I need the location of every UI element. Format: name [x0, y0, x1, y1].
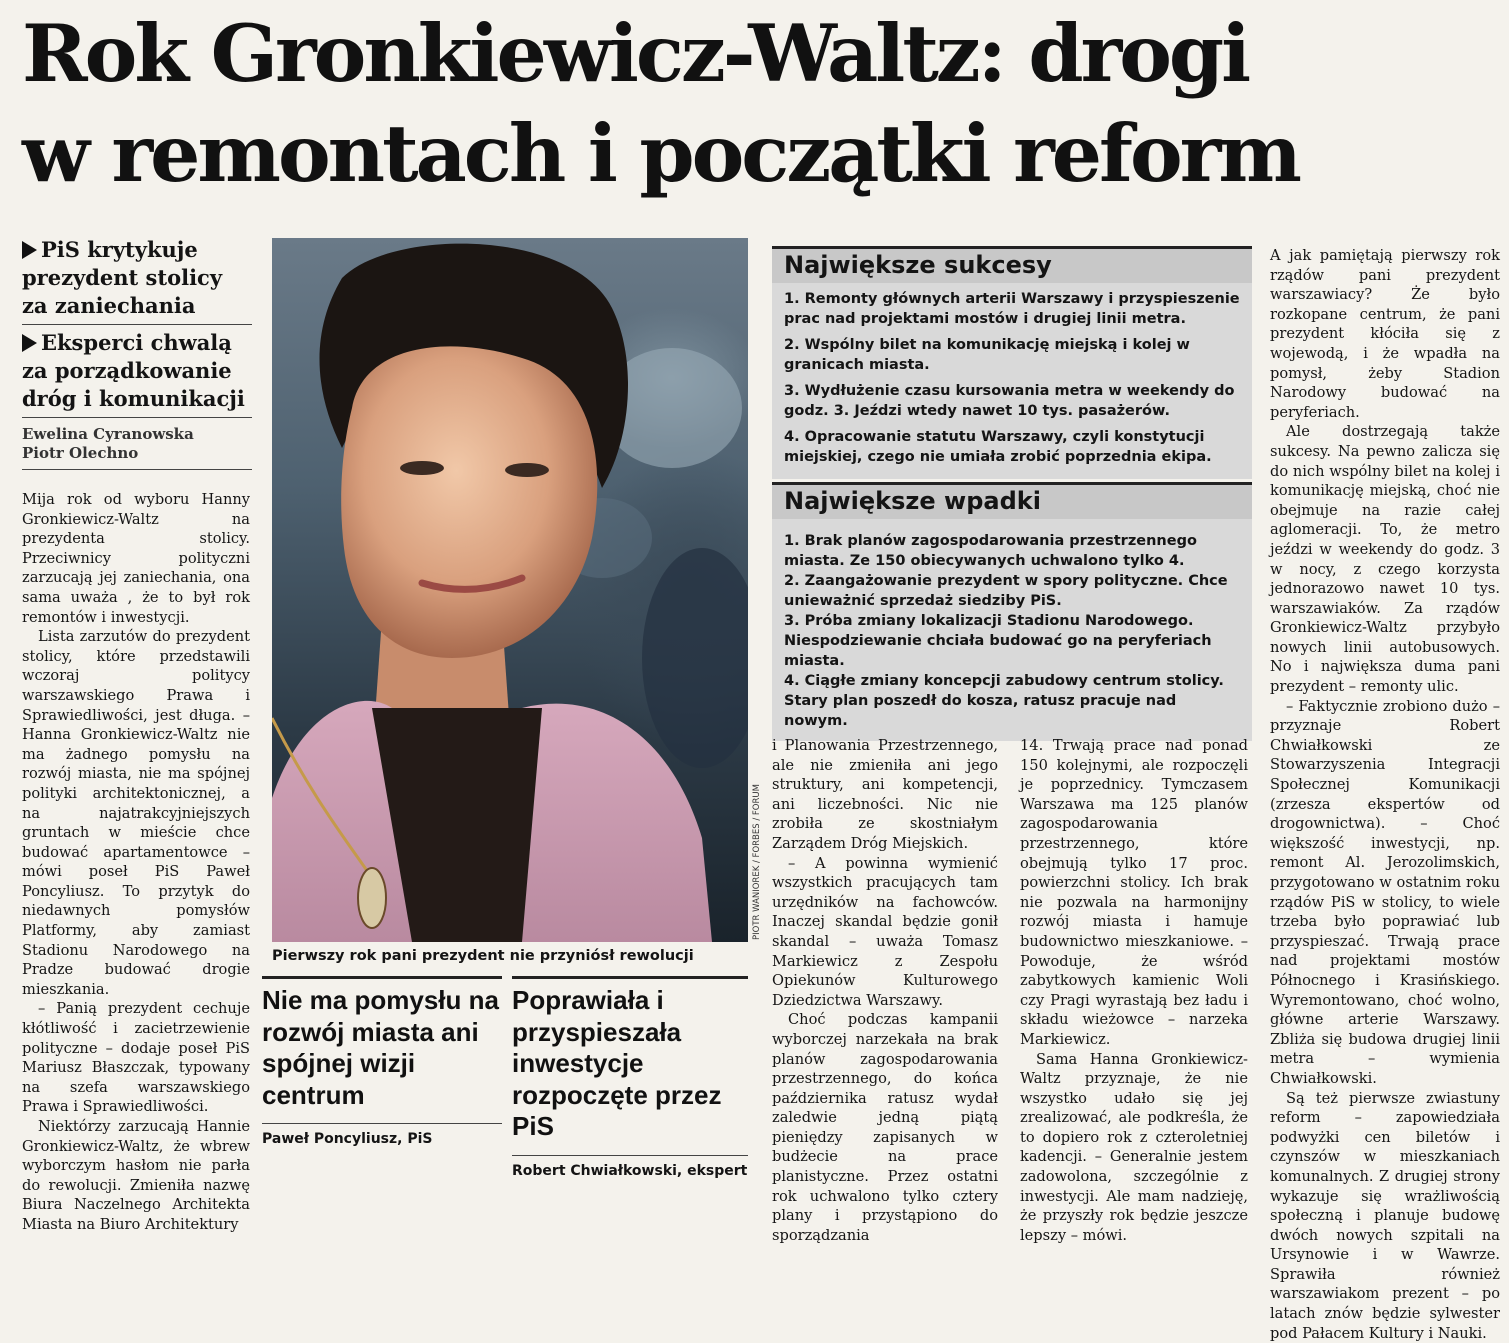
photo-caption: Pierwszy rok pani prezydent nie przyniósł rewolucji	[272, 948, 694, 964]
lead-item	[22, 329, 252, 418]
list-item: 2. Wspólny bilet na komunikację miejską i kolej w granicach miasta.	[784, 337, 1190, 373]
paragraph: Ale dostrzegają także sukcesy. Na pewno zalicza się do nich wspólny bilet na kolej i komunikację miejską, choć nie obejmuje na razie całej aglomeracji. To, że metro jeździ w weekendy do godz. 3 w nocy, z czego korzysta jednorazowo nawet 10 tys. warszawiaków. Za rządów Gronkiewicz-Waltz przybyło nowych linii autobusowych. No i największa duma pani prezydent – remonty ulic.	[1270, 423, 1500, 696]
article-column-3	[772, 736, 998, 1245]
list-item: 3. Wydłużenie czasu kursowania metra w weekendy do godz. 3. Jeździ wtedy nawet 10 tys. pasażerów.	[784, 383, 1235, 419]
lead-item	[22, 236, 252, 325]
list-item: 1. Remonty głównych arterii Warszawy i przyspieszenie prac nad projektami mostów i drugiej linii metra.	[784, 291, 1240, 327]
pull-quote-author: Robert Chwiałkowski, ekspert	[512, 1155, 748, 1180]
successes-list	[772, 283, 1252, 479]
paragraph: i Planowania Przestrzennego, ale nie zmieniła ani jego struktury, ani kompetencji, ani liczebności. Nic nie zrobiła ze skostniałym Zarządem Dróg Miejskich.	[772, 737, 998, 852]
pull-quote-1	[262, 976, 502, 1148]
headline-line-2: w remontach i początki reform	[22, 107, 1299, 200]
successes-title: Największe sukcesy	[772, 246, 1252, 283]
list-item: 3. Próba zmiany lokalizacji Stadionu Narodowego. Niespodziewanie chciała budować go na peryferiach miasta.	[784, 613, 1212, 669]
pull-quote-author: Paweł Poncyliusz, PiS	[262, 1123, 502, 1148]
headline-line-1: Rok Gronkiewicz-Waltz: drogi	[22, 7, 1249, 100]
triangle-bullet-icon	[22, 334, 37, 352]
article-column-5	[1270, 246, 1500, 1343]
paragraph: A jak pamiętają pierwszy rok rządów pani prezydent warszawiacy? Że było rozkopane centrum, że pani prezydent kłóciła się z wojewodą, i że wpadła na pomysł, żeby Stadion Narodowy budować na peryferiach.	[1270, 247, 1500, 421]
paragraph: Są też pierwsze zwiastuny reform – zapowiedziała podwyżki cen biletów i czynszów w mieszkaniach komunalnych. Z drugiej strony wykazuje się wrażliwością społeczną i planuje budowę dwóch nowych szpitali na Ursynowie i w Wawrze. Sprawiła również warszawiakom prezent – po latach znów będzie sylwester pod Pałacem Kultury i Nauki.	[1270, 1089, 1500, 1342]
paragraph: – Panią prezydent cechuje kłótliwość i zacietrzewienie polityczne – dodaje poseł PiS Mariusz Błaszczak, typowany na szefa warszawskiego Prawa i Sprawiedliwości.	[22, 1000, 250, 1116]
failures-box	[772, 482, 1252, 741]
paragraph: – Faktycznie zrobiono dużo – przyznaje Robert Chwiałkowski ze Stowarzyszenia Integracji Społecznej Komunikacji (zrzesza ekspertów od drogownictwa). – Choć większość inwestycji, np. remont Al. Jerozolimskich, przygotowano w ostatnim roku rządów PiS w stolicy, to wiele trzeba było poprawiać lub przyspieszać. Trwają prace nad projektami mostów Północnego i Krasińskiego. Wyremontowano, choć wolno, główne arterie Warszawy. Zbliża się budowa drugiej linii metra – wymienia Chwiałkowski.	[1270, 697, 1500, 1087]
pull-quote-text: Nie ma pomysłu na rozwój miasta ani spójnej wizji centrum	[262, 985, 499, 1110]
failures-list	[772, 519, 1252, 741]
lead-text: PiS krytykuje prezydent stolicy za zaniechania	[22, 237, 223, 318]
headline	[22, 4, 1492, 204]
lead-section	[22, 236, 252, 470]
portrait-photo	[272, 238, 748, 942]
list-item: 4. Opracowanie statutu Warszawy, czyli konstytucji miejskiej, czego nie umiała zrobić poprzednia ekipa.	[784, 429, 1212, 465]
paragraph: – A powinna wymienić wszystkich pracujących tam urzędników na fachowców. Inaczej skandal będzie gonił skandal – uważa Tomasz Markiewicz z Zespołu Opiekunów Kulturowego Dziedzictwa Warszawy.	[772, 854, 998, 1009]
photo-credit: PIOTR WANIOREK / FORBES / FORUM	[752, 784, 762, 940]
lead-text: Eksperci chwalą za porządkowanie dróg i komunikacji	[22, 330, 245, 411]
paragraph: Mija rok od wyboru Hanny Gronkiewicz-Waltz na prezydenta stolicy. Przeciwnicy polityczni zarzucają jej zaniechania, ona sama uważa , że to był rok remontów i inwestycji.	[22, 491, 250, 626]
paragraph: Sama Hanna Gronkiewicz-Waltz przyznaje, że nie wszystko udało się jej zrealizować, ale podkreśla, że to dopiero rok z czteroletniej kadencji. – Generalnie jestem zadowolona, szczególnie z inwestycji. Ale mam nadzieję, że przyszły rok będzie jeszcze lepszy – mówi.	[1020, 1050, 1248, 1244]
failures-title: Największe wpadki	[772, 482, 1252, 519]
portrait-illustration	[272, 238, 748, 942]
article-column-1	[22, 490, 250, 1235]
successes-box	[772, 246, 1252, 479]
list-item: 4. Ciągłe zmiany koncepcji zabudowy centrum stolicy. Stary plan poszedł do kosza, ratusz pracuje nad nowym.	[784, 673, 1224, 729]
pull-quote-2	[512, 976, 748, 1180]
paragraph: Lista zarzutów do prezydent stolicy, które przedstawili wczoraj politycy warszawskiego Prawa i Sprawiedliwości, jest długa. – Hanna Gronkiewicz-Waltz nie ma żadnego pomysłu na rozwój miasta, nie ma spójnej polityki architektonicznej, a na najatrakcyjniejszych gruntach w mieście chce budować apartamentowce – mówi poseł PiS Paweł Poncyliusz. To przytyk do niedawnych pomysłów Platformy, aby zamiast Stadionu Narodowego na Pradze budować drogie mieszkania.	[22, 628, 250, 998]
byline	[22, 422, 252, 470]
pull-quote-text: Poprawiała i przyspieszała inwestycje rozpoczęte przez PiS	[512, 985, 722, 1141]
paragraph: Niektórzy zarzucają Hannie Gronkiewicz-Waltz, że wbrew wyborczym hasłom nie parła do rewolucji. Zmieniła nazwę Biura Naczelnego Architekta Miasta na Biuro Architektury	[22, 1118, 250, 1233]
list-item: 2. Zaangażowanie prezydent w spory polityczne. Chce unieważnić sprzedaż siedziby PiS.	[784, 573, 1228, 609]
author-name: Piotr Olechno	[22, 444, 139, 462]
list-item: 1. Brak planów zagospodarowania przestrzennego miasta. Ze 150 obiecywanych uchwalono tylko 4.	[784, 533, 1197, 569]
author-name: Ewelina Cyranowska	[22, 425, 194, 443]
paragraph: 14. Trwają prace nad ponad 150 kolejnymi, ale rozpoczęli je poprzednicy. Tymczasem Warszawa ma 125 planów zagospodarowania przestrzennego, które obejmują tylko 17 proc. powierzchni stolicy. Ich brak nie pozwala na harmonijny rozwój miasta i hamuje budownictwo mieszkaniowe. – Powoduje, że wśród zabytkowych kamienic Woli czy Pragi wyrastają bez ładu i składu wieżowce – narzeka Markiewicz.	[1020, 737, 1248, 1048]
triangle-bullet-icon	[22, 241, 37, 259]
paragraph: Choć podczas kampanii wyborczej narzekała na brak planów zagospodarowania przestrzennego, do końca października ratusz wydał zaledwie jedną piątą pieniędzy zapisanych w budżecie na prace planistyczne. Przez ostatni rok uchwalono tylko cztery plany i przystąpiono do sporządzania	[772, 1011, 998, 1244]
article-column-4	[1020, 736, 1248, 1245]
